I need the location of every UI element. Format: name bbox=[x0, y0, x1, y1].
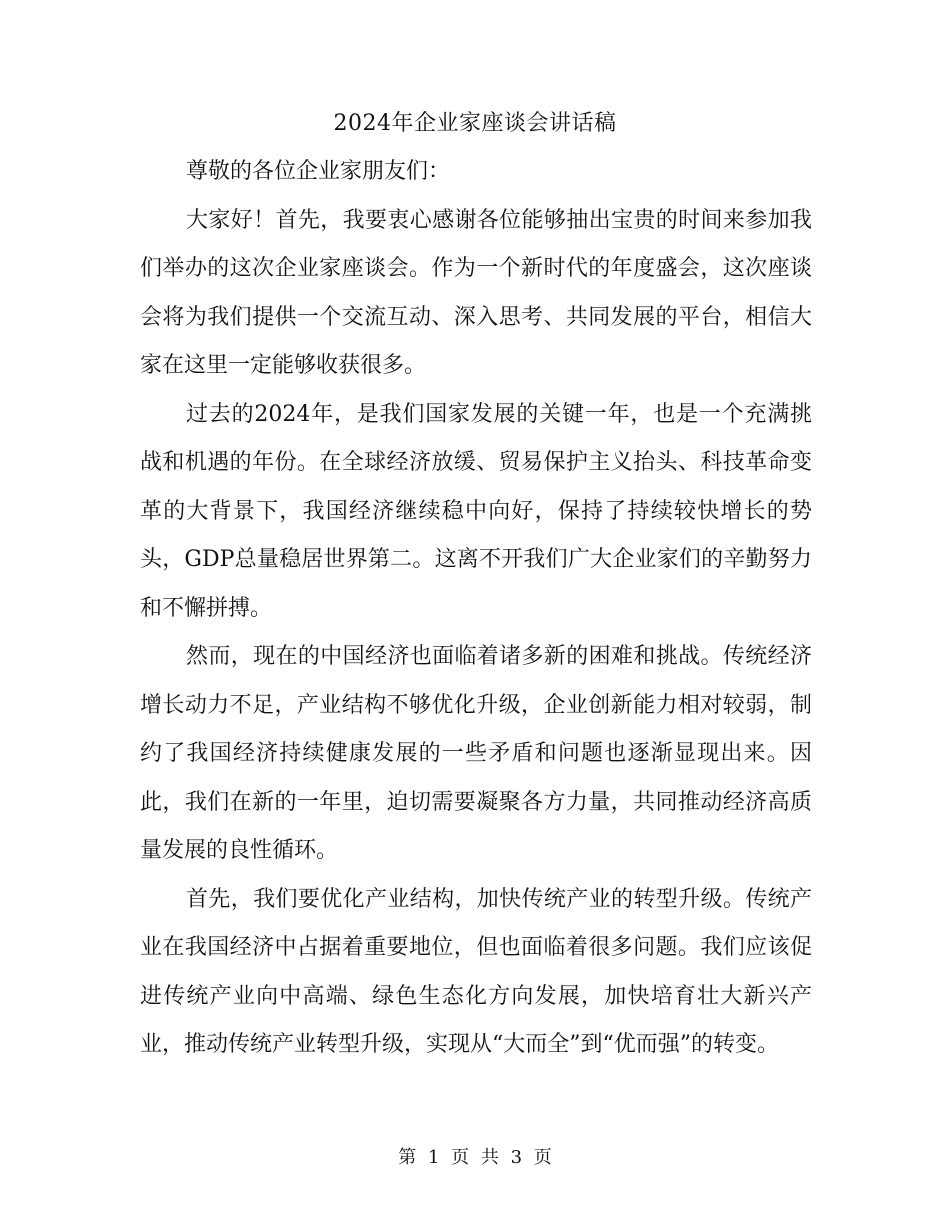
paragraph-2: 过去的2024年，是我们国家发展的关键一年，也是一个充满挑战和机遇的年份。在全球经济放缓、贸易保护主义抬头、科技革命变革的大背景下，我国经济继续稳中向好，保持了持续较快增长的势头，GDP总量稳居世界第二。这离不开我们广大企业家们的辛勤努力和不懈拼搏。 bbox=[140, 401, 812, 621]
paragraph-1: 大家好！首先，我要衷心感谢各位能够抽出宝贵的时间来参加我们举办的这次企业家座谈会。作为一个新时代的年度盛会，这次座谈会将为我们提供一个交流互动、深入思考、共同发展的平台，相信大家在这里一定能够收获很多。 bbox=[140, 207, 812, 378]
page-number-footer: 第 1 页 共 3 页 bbox=[398, 1147, 552, 1168]
document-title: 2024年企业家座谈会讲话稿 bbox=[333, 111, 617, 136]
greeting-line: 尊敬的各位企业家朋友们： bbox=[186, 159, 451, 184]
document-body bbox=[140, 148, 812, 1070]
paragraph-3: 然而，现在的中国经济也面临着诸多新的困难和挑战。传统经济增长动力不足，产业结构不够优化升级，企业创新能力相对较弱，制约了我国经济持续健康发展的一些矛盾和问题也逐渐显现出来。因此，我们在新的一年里，迫切需要凝聚各方力量，共同推动经济高质量发展的良性循环。 bbox=[140, 644, 812, 863]
paragraph-4: 首先，我们要优化产业结构，加快传统产业的转型升级。传统产业在我国经济中占据着重要地位，但也面临着很多问题。我们应该促进传统产业向中高端、绿色生态化方向发展，加快培育壮大新兴产业，推动传统产业转型升级，实现从“大而全”到“优而强”的转变。 bbox=[140, 886, 812, 1057]
